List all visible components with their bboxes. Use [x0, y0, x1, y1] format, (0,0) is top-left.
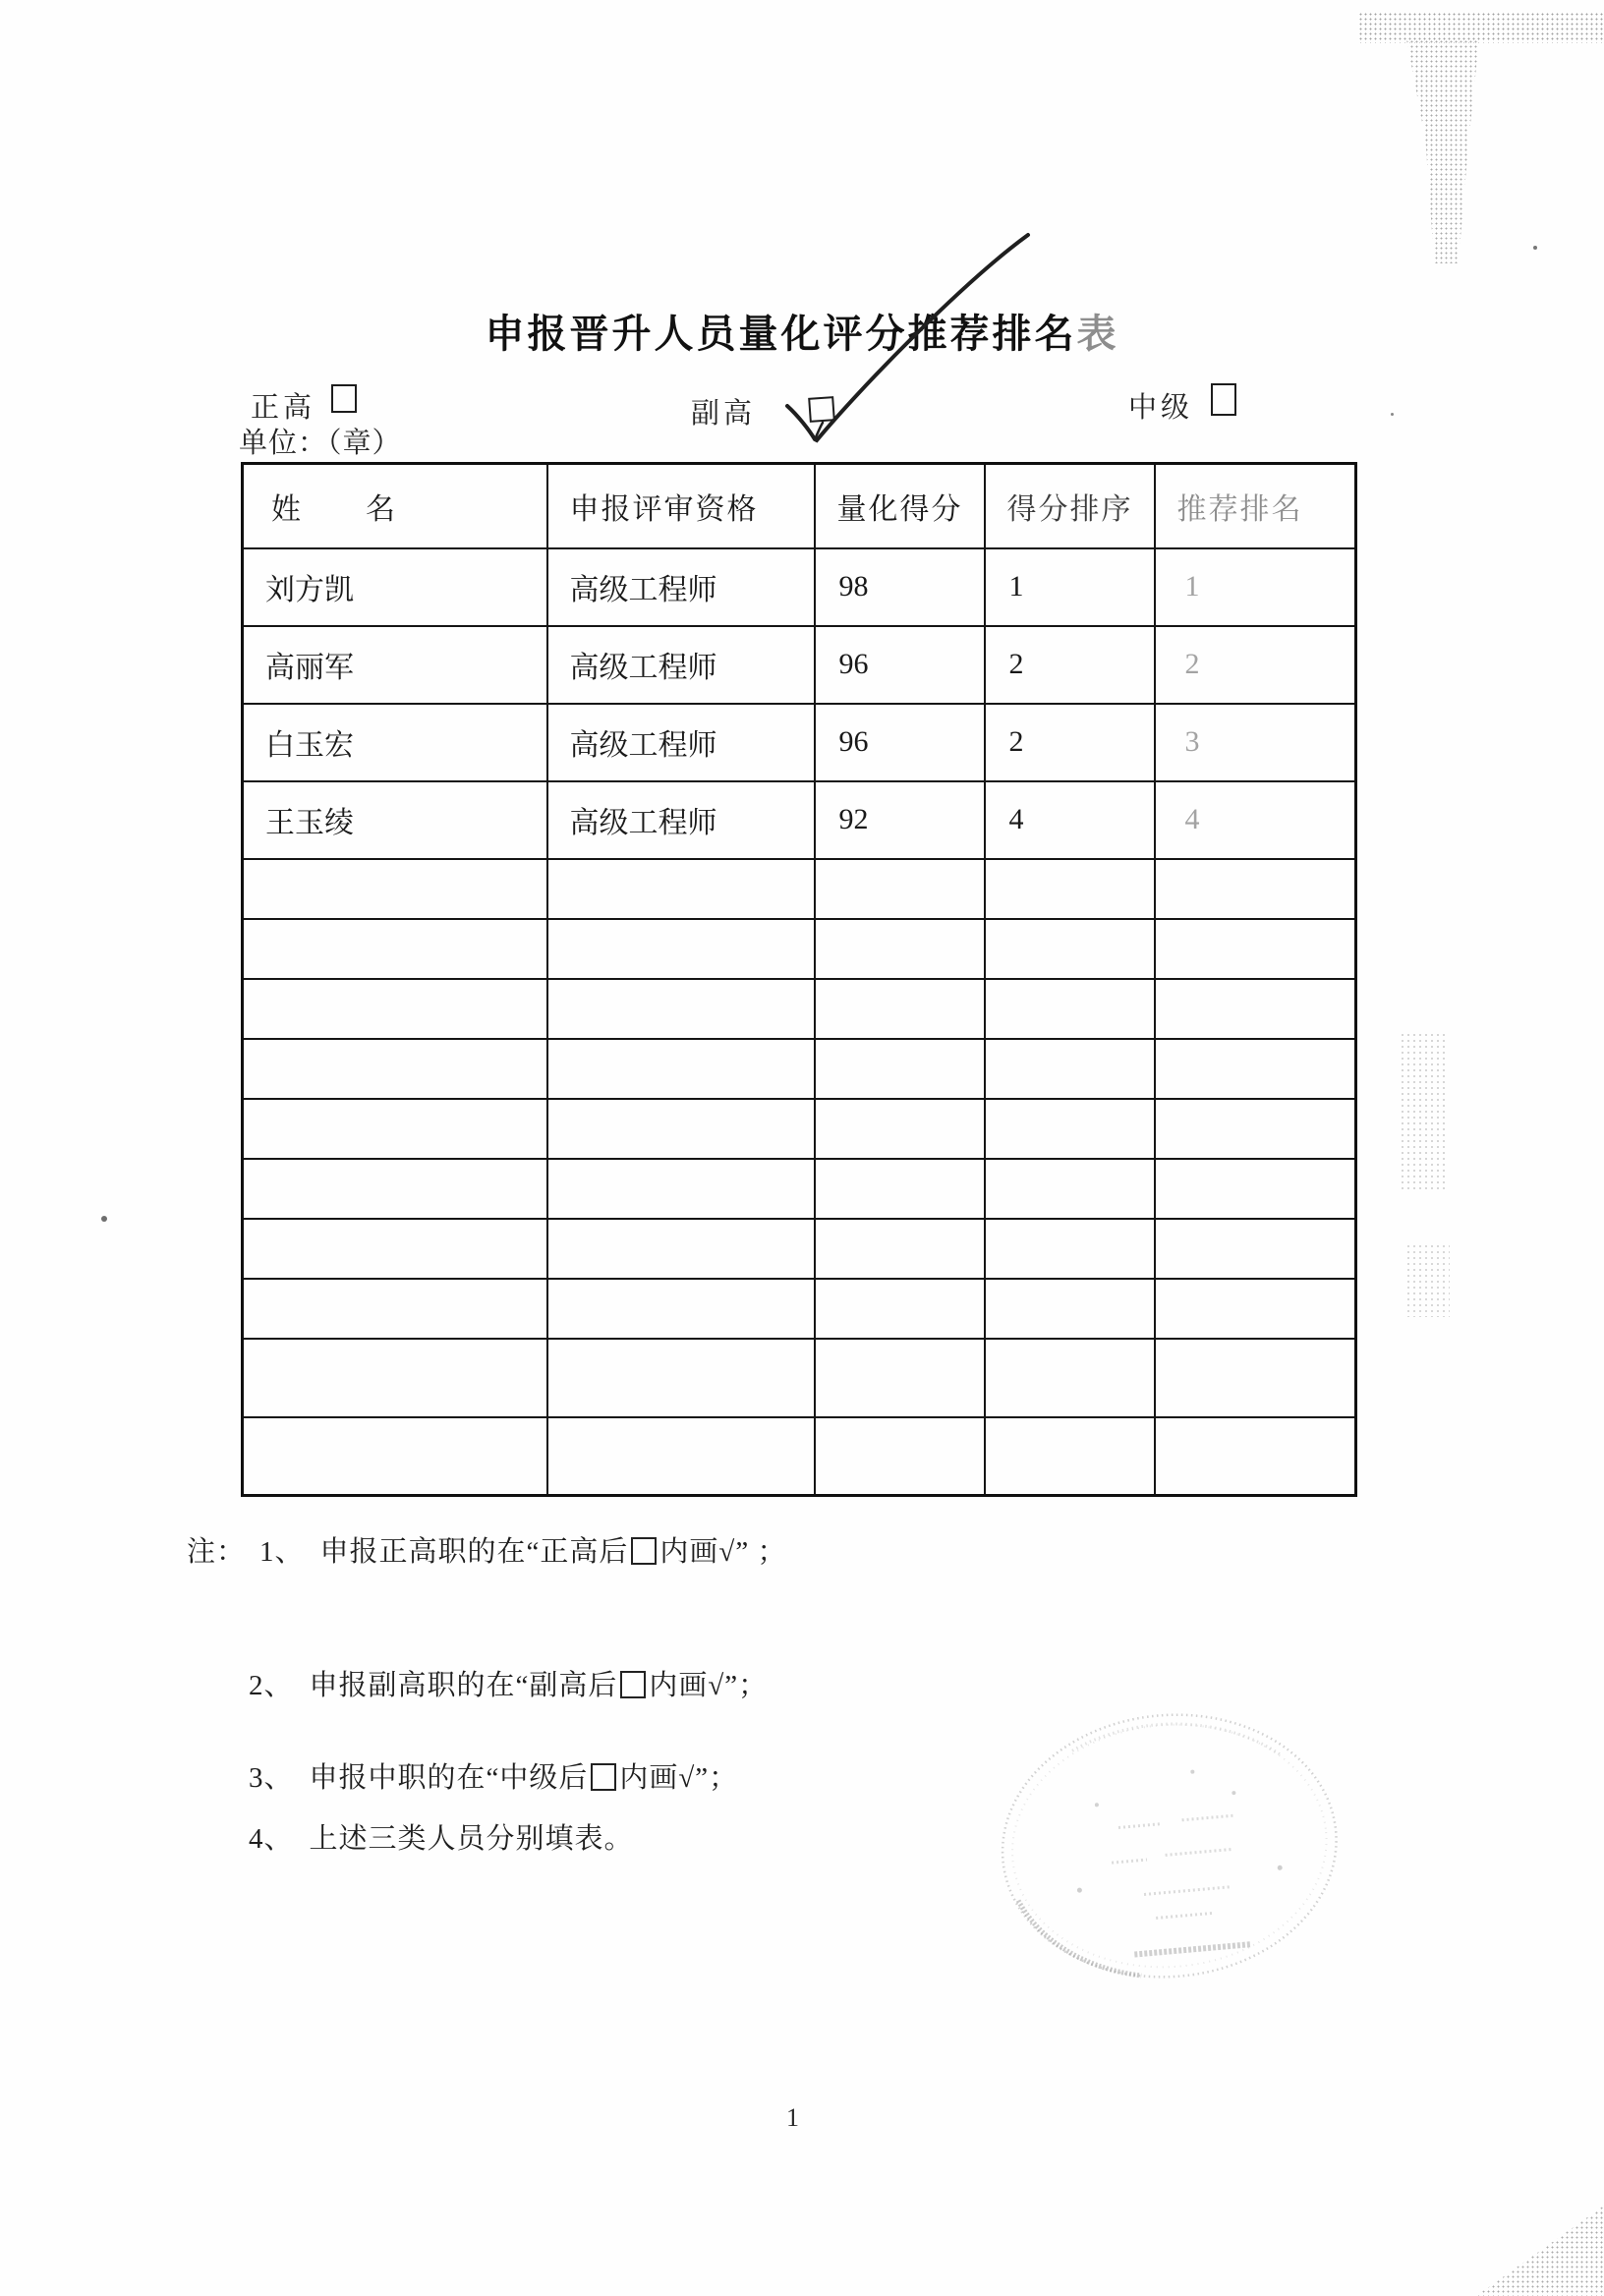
empty-table-row [243, 1099, 1356, 1159]
note-3: 3、 申报中职的在“中级后 内画√”； [249, 1762, 739, 1794]
table-cell: 高级工程师 [547, 548, 815, 626]
note-2-box-glyph [620, 1671, 646, 1698]
unit-seal-label: 单位：（章） [239, 428, 402, 459]
note-3-box-glyph [591, 1763, 616, 1791]
scan-artifact-right-smudge-1 [1400, 1032, 1449, 1189]
table-row [243, 548, 1356, 626]
table-cell: 高级工程师 [547, 704, 815, 781]
column-header-name: 姓 名 [243, 464, 547, 548]
table-cell: 白玉宏 [243, 704, 547, 781]
empty-table-row [243, 1279, 1356, 1339]
empty-table-cell [243, 979, 547, 1039]
empty-table-cell [815, 919, 985, 979]
scan-artifact-top-right-plume [1400, 39, 1486, 263]
empty-table-cell [1155, 1219, 1356, 1279]
empty-table-cell [985, 919, 1155, 979]
empty-table-cell [815, 1099, 985, 1159]
empty-table-cell [547, 1219, 815, 1279]
empty-table-cell [985, 1159, 1155, 1219]
empty-table-row [243, 1219, 1356, 1279]
empty-table-cell [243, 1219, 547, 1279]
empty-table-cell [815, 1219, 985, 1279]
empty-table-row [243, 1159, 1356, 1219]
empty-table-cell [1155, 1099, 1356, 1159]
zhenggao-checkbox[interactable] [331, 384, 357, 413]
empty-table-cell [243, 1279, 547, 1339]
table-cell: 1 [1155, 548, 1356, 626]
scan-artifact-right-smudge-2 [1405, 1243, 1450, 1317]
empty-table-cell [815, 1279, 985, 1339]
empty-table-cell [985, 1279, 1155, 1339]
page-title-main: 申报晋升人员量化评分推荐排名 [485, 312, 1077, 357]
table-body [243, 548, 1356, 1496]
note-1: 注： 1、 申报正高职的在“正高后 内画√” ； [187, 1536, 787, 1568]
column-header-recommend-rank: 推荐排名 [1155, 464, 1356, 548]
empty-table-row [243, 919, 1356, 979]
table-cell: 96 [815, 626, 985, 704]
table-cell: 2 [985, 626, 1155, 704]
table-cell: 高丽军 [243, 626, 547, 704]
table-cell: 3 [1155, 704, 1356, 781]
scan-artifact-top-band [1358, 12, 1604, 43]
table-row [243, 704, 1356, 781]
empty-table-cell [243, 859, 547, 919]
page-title-last-char: 表 [1076, 312, 1119, 357]
empty-table-cell [815, 859, 985, 919]
empty-table-cell [985, 1039, 1155, 1099]
table-header [243, 464, 1356, 548]
empty-table-cell [1155, 979, 1356, 1039]
empty-table-cell [1155, 1417, 1356, 1496]
scan-artifact-dot [1533, 246, 1537, 250]
empty-table-cell [815, 1417, 985, 1496]
empty-table-cell [243, 1099, 547, 1159]
table-row [243, 781, 1356, 859]
empty-table-cell [547, 979, 815, 1039]
table-cell: 2 [1155, 626, 1356, 704]
table-cell: 96 [815, 704, 985, 781]
zhongji-label: 中级 [1128, 392, 1194, 424]
empty-table-cell [985, 979, 1155, 1039]
empty-table-cell [1155, 859, 1356, 919]
note-lead: 注： [187, 1536, 247, 1568]
table-header-row [243, 464, 1356, 548]
empty-table-cell [815, 979, 985, 1039]
empty-table-cell [1155, 1339, 1356, 1417]
empty-table-cell [1155, 1039, 1356, 1099]
column-header-qualification: 申报评审资格 [547, 464, 815, 548]
empty-table-cell [547, 919, 815, 979]
zhongji-checkbox[interactable] [1211, 383, 1236, 416]
empty-table-cell [985, 1219, 1155, 1279]
empty-table-row [243, 1039, 1356, 1099]
scan-artifact-bottom-corner [1476, 2206, 1604, 2296]
table-row [243, 626, 1356, 704]
empty-table-cell [985, 1417, 1155, 1496]
column-header-score-order: 得分排序 [985, 464, 1155, 548]
scan-artifact-dot [1391, 413, 1394, 416]
empty-table-row [243, 979, 1356, 1039]
table-cell: 4 [1155, 781, 1356, 859]
table-cell: 高级工程师 [547, 626, 815, 704]
empty-table-cell [547, 1279, 815, 1339]
empty-table-cell [985, 1339, 1155, 1417]
empty-table-cell [547, 1099, 815, 1159]
table-cell: 高级工程师 [547, 781, 815, 859]
empty-table-row [243, 1417, 1356, 1496]
empty-table-cell [1155, 1279, 1356, 1339]
empty-table-cell [985, 859, 1155, 919]
empty-table-row [243, 859, 1356, 919]
fugao-label: 副高 [691, 398, 757, 430]
fugao-checkbox[interactable] [808, 396, 835, 423]
empty-table-cell [815, 1159, 985, 1219]
empty-table-cell [547, 859, 815, 919]
column-header-score: 量化得分 [815, 464, 985, 548]
page-number: 1 [786, 2103, 799, 2132]
empty-table-cell [547, 1339, 815, 1417]
page-title [486, 303, 1119, 359]
ranking-table [241, 462, 1357, 1497]
empty-table-cell [243, 1159, 547, 1219]
table-cell: 2 [985, 704, 1155, 781]
empty-table-cell [243, 1417, 547, 1496]
note-4: 4、 上述三类人员分别填表。 [249, 1823, 634, 1855]
table-cell: 4 [985, 781, 1155, 859]
empty-table-cell [1155, 1159, 1356, 1219]
empty-table-cell [815, 1339, 985, 1417]
empty-table-cell [985, 1099, 1155, 1159]
table-cell: 1 [985, 548, 1155, 626]
empty-table-cell [243, 1339, 547, 1417]
empty-table-cell [815, 1039, 985, 1099]
table-cell: 92 [815, 781, 985, 859]
table-cell: 98 [815, 548, 985, 626]
empty-table-cell [547, 1039, 815, 1099]
empty-table-cell [1155, 919, 1356, 979]
empty-table-cell [243, 1039, 547, 1099]
scan-artifact-dot [101, 1216, 107, 1222]
empty-table-cell [243, 919, 547, 979]
table-cell: 王玉绫 [243, 781, 547, 859]
empty-table-cell [547, 1159, 815, 1219]
note-2: 2、 申报副高职的在“副高后 内画√”； [249, 1670, 769, 1701]
official-seal-stamp [981, 1691, 1358, 2005]
zhenggao-label: 正高 [251, 392, 316, 424]
empty-table-cell [547, 1417, 815, 1496]
empty-table-row [243, 1339, 1356, 1417]
table-cell: 刘方凯 [243, 548, 547, 626]
note-1-box-glyph [631, 1537, 657, 1565]
